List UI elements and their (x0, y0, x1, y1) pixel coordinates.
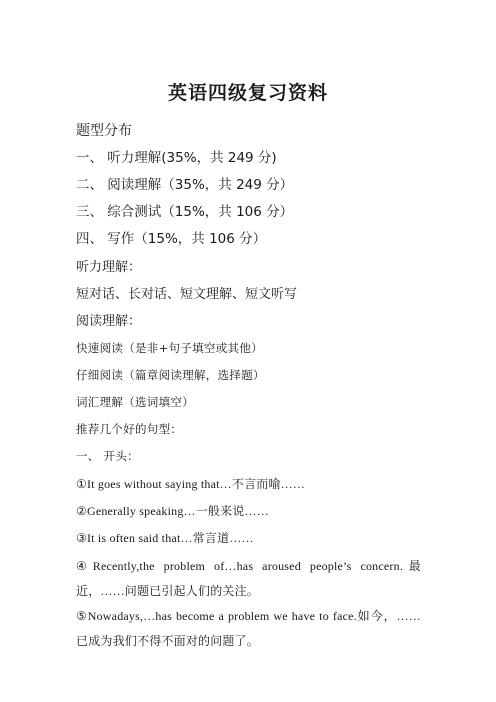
opening-heading: 一、 开头： (76, 449, 139, 463)
sentence-item: ②Generally speaking…一般来说…… (76, 504, 269, 518)
sentence-item: ④Recently,the problem of…has aroused people’s concern.最近，……问题已引起人们的关注。 (76, 559, 421, 598)
section-heading: 题型分布 (76, 123, 132, 139)
distribution-item: 三、 综合测试（15%，共 106 分） (76, 204, 294, 220)
distribution-item: 二、 阅读理解（35%，共 249 分） (76, 177, 294, 193)
reading-heading: 阅读理解： (76, 314, 142, 329)
reading-item: 词汇理解（选词填空） (76, 395, 194, 409)
reading-item: 快速阅读（是非+句子填空或其他） (76, 341, 263, 355)
sentence-item: ①It goes without saying that…不言而喻…… (76, 477, 306, 491)
listening-heading: 听力理解： (76, 260, 142, 275)
recommend-heading: 推荐几个好的句型： (76, 422, 183, 436)
listening-content: 短对话、长对话、短文理解、短文听写 (76, 287, 298, 302)
distribution-item: 一、 听力理解(35%，共 249 分) (76, 150, 277, 166)
sentence-item: ③It is often said that…常言道…… (76, 531, 254, 545)
document-title: 英语四级复习资料 (167, 82, 328, 104)
distribution-item: 四、 写作（15%，共 106 分） (76, 231, 267, 247)
sentence-item: ⑤Nowadays,…has become a problem we have to face.如今，……已成为我们不得不面对的问题了。 (76, 609, 421, 648)
reading-item: 仔细阅读（篇章阅读理解，选择题） (76, 368, 265, 382)
